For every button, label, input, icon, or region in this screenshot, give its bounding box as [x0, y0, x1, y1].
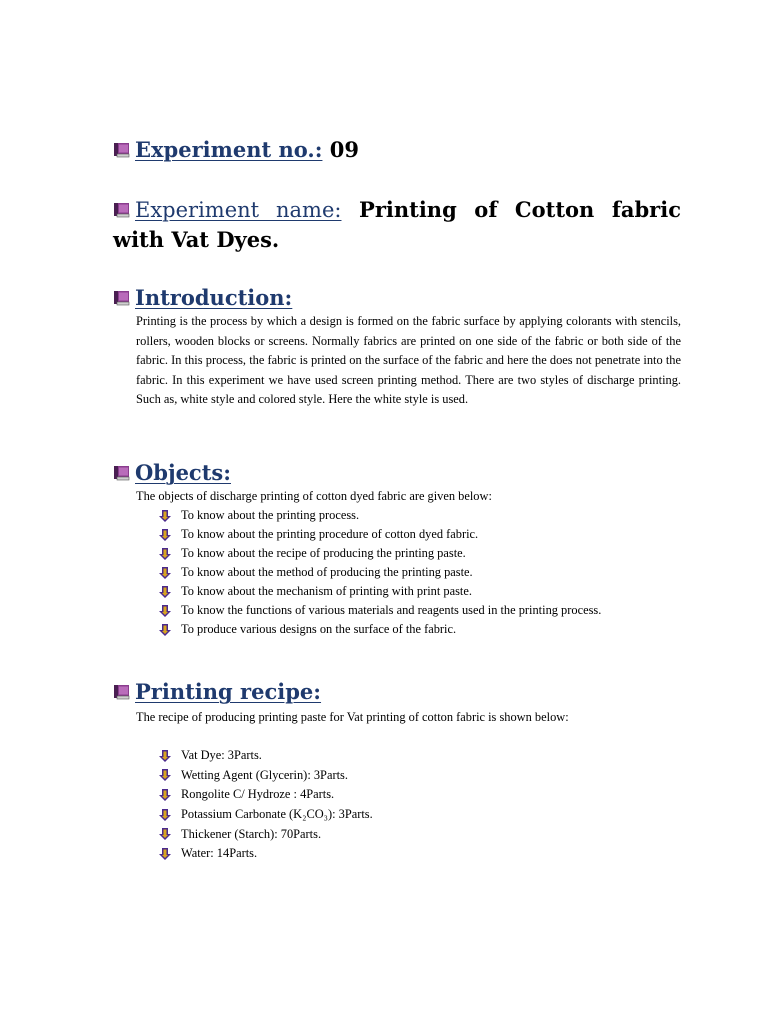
- arrow-bullet-icon: [158, 604, 172, 618]
- experiment-no-label: Experiment no.:: [135, 137, 323, 162]
- arrow-bullet-icon: [158, 808, 172, 822]
- printing-recipe-label: Printing recipe:: [135, 679, 322, 704]
- experiment-name-value: Printing of Cotton fabric with Vat Dyes.: [113, 197, 681, 252]
- arrow-bullet-icon: [158, 547, 172, 561]
- book-icon: [113, 683, 130, 700]
- objects-label: Objects:: [135, 460, 231, 485]
- list-item: To know about the printing process.: [158, 506, 601, 525]
- list-item: To know about the recipe of producing the printing paste.: [158, 544, 601, 563]
- recipe-list: [158, 746, 373, 864]
- objects-heading: [113, 458, 231, 487]
- arrow-bullet-icon: [158, 566, 172, 580]
- book-icon: [113, 464, 130, 481]
- arrow-bullet-icon: [158, 528, 172, 542]
- list-item: Water: 14Parts.: [158, 844, 373, 864]
- list-item: Thickener (Starch): 70Parts.: [158, 824, 373, 844]
- book-icon: [113, 289, 130, 306]
- list-item: Potassium Carbonate (K₂CO₃): 3Parts.: [158, 805, 373, 825]
- list-item: To know about the printing procedure of cotton dyed fabric.: [158, 525, 601, 544]
- experiment-name-heading: [113, 195, 681, 254]
- arrow-bullet-icon: [158, 788, 172, 802]
- arrow-bullet-icon: [158, 509, 172, 523]
- objects-list: [158, 506, 601, 639]
- arrow-bullet-icon: [158, 768, 172, 782]
- arrow-bullet-icon: [158, 623, 172, 637]
- list-item: To know about the method of producing the printing paste.: [158, 563, 601, 582]
- experiment-name-label: Experiment name:: [135, 198, 342, 222]
- arrow-bullet-icon: [158, 749, 172, 763]
- arrow-bullet-icon: [158, 847, 172, 861]
- book-icon: [113, 201, 130, 218]
- arrow-bullet-icon: [158, 827, 172, 841]
- objects-intro: The objects of discharge printing of cotton dyed fabric are given below:: [136, 489, 492, 503]
- list-item: Wetting Agent (Glycerin): 3Parts.: [158, 766, 373, 786]
- introduction-label: Introduction:: [135, 285, 293, 310]
- introduction-heading: [113, 283, 292, 312]
- experiment-no-value: 09: [329, 137, 359, 162]
- book-icon: [113, 141, 130, 158]
- list-item: Rongolite C/ Hydroze : 4Parts.: [158, 785, 373, 805]
- list-item: To produce various designs on the surface of the fabric.: [158, 620, 601, 639]
- list-item: To know about the mechanism of printing with print paste.: [158, 582, 601, 601]
- experiment-no-heading: [113, 135, 359, 164]
- arrow-bullet-icon: [158, 585, 172, 599]
- list-item: Vat Dye: 3Parts.: [158, 746, 373, 766]
- printing-recipe-heading: [113, 677, 321, 706]
- printing-recipe-intro: The recipe of producing printing paste for Vat printing of cotton fabric is shown below:: [136, 710, 569, 724]
- introduction-paragraph: Printing is the process by which a design is formed on the fabric surface by applying colorants with stencils, rollers, wooden blocks or screens. Normally fabrics are printed on one side of the fabric or both side of the fabric. In this process, the fabric is printed on the surface of the fabric and here the does not penetrate into the fabric. In this experiment we have used screen printing method. There are two styles of discharge printing. Such as, white style and colored style. Here the white style is used.: [136, 314, 681, 406]
- list-item: To know the functions of various materials and reagents used in the printing process.: [158, 601, 601, 620]
